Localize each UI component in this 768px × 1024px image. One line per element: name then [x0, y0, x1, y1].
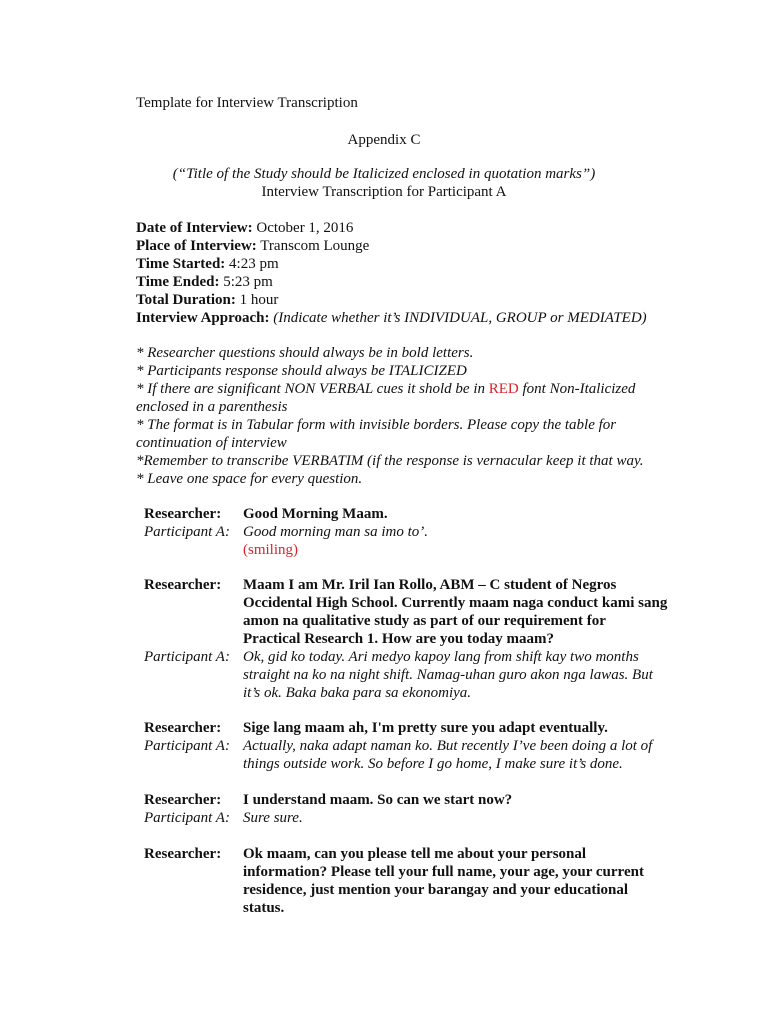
- instruction-parenthesis: enclosed in a parenthesis: [136, 399, 288, 415]
- instruction-nonverbal-cues: [136, 380, 635, 398]
- detail-label: Date of Interview:: [136, 220, 253, 236]
- detail-label: Interview Approach:: [136, 310, 270, 326]
- detail-interview-approach: [136, 309, 647, 327]
- speaker-participant: Participant A:: [144, 524, 230, 540]
- study-title-note: (“Title of the Study should be Italicized enclosed in quotation marks”): [172, 166, 596, 182]
- researcher-question: Ok maam, can you please tell me about your personal: [243, 846, 587, 862]
- speaker-researcher: Researcher:: [144, 792, 222, 808]
- researcher-question: Maam I am Mr. Iril Ian Rollo, ABM – C student of Negros: [243, 577, 617, 593]
- detail-time-started: [136, 255, 279, 273]
- speaker-participant: Participant A:: [144, 810, 230, 826]
- appendix-heading: Appendix C: [347, 132, 421, 148]
- template-title: Template for Interview Transcription: [136, 95, 358, 111]
- participant-response: Ok, gid ko today. Ari medyo kapoy lang from shift kay two months: [243, 649, 639, 665]
- detail-value: (Indicate whether it’s INDIVIDUAL, GROUP or MEDIATED): [273, 310, 647, 326]
- researcher-question: I understand maam. So can we start now?: [243, 792, 513, 808]
- participant-response: things outside work. So before I go home, I make sure it’s done.: [243, 756, 623, 772]
- instruction-bold-questions: * Researcher questions should always be in bold letters.: [136, 345, 474, 361]
- instruction-italic-responses: * Participants response should always be ITALICIZED: [136, 363, 467, 379]
- detail-label: Time Ended:: [136, 274, 220, 290]
- participant-response: straight na ko na night shift. Namag-uhan guro akon nga lawas. But: [243, 667, 653, 683]
- red-keyword: RED: [488, 381, 519, 397]
- detail-value: Transcom Lounge: [260, 238, 370, 254]
- instruction-text: font Non-Italicized: [518, 381, 636, 397]
- instruction-continuation: continuation of interview: [136, 435, 287, 451]
- participant-response: it’s ok. Baka baka para sa ekonomiya.: [243, 685, 472, 701]
- detail-value: 5:23 pm: [223, 274, 273, 290]
- researcher-question: Good Morning Maam.: [243, 506, 388, 522]
- instruction-tabular-format: * The format is in Tabular form with invisible borders. Please copy the table for: [136, 417, 617, 433]
- detail-date: [136, 219, 353, 237]
- detail-value: October 1, 2016: [256, 220, 354, 236]
- detail-label: Place of Interview:: [136, 238, 257, 254]
- detail-value: 1 hour: [239, 292, 279, 308]
- participant-response: Sure sure.: [243, 810, 303, 826]
- detail-label: Time Started:: [136, 256, 226, 272]
- researcher-question: status.: [243, 900, 285, 916]
- researcher-question: Occidental High School. Currently maam naga conduct kami sang: [243, 595, 668, 611]
- transcription-title: Interview Transcription for Participant A: [261, 184, 507, 200]
- detail-value: 4:23 pm: [229, 256, 279, 272]
- researcher-question: amon na qualitative study as part of our requirement for: [243, 613, 606, 629]
- speaker-researcher: Researcher:: [144, 577, 222, 593]
- speaker-researcher: Researcher:: [144, 720, 222, 736]
- researcher-question: residence, just mention your barangay and your educational: [243, 882, 629, 898]
- detail-total-duration: [136, 291, 278, 309]
- participant-response: Actually, naka adapt naman ko. But recently I’ve been doing a lot of: [243, 738, 653, 754]
- instruction-verbatim: *Remember to transcribe VERBATIM (if the response is vernacular keep it that way.: [136, 453, 644, 469]
- speaker-researcher: Researcher:: [144, 846, 222, 862]
- instruction-spacing: * Leave one space for every question.: [136, 471, 363, 487]
- researcher-question: Sige lang maam ah, I'm pretty sure you adapt eventually.: [243, 720, 608, 736]
- speaker-participant: Participant A:: [144, 649, 230, 665]
- speaker-participant: Participant A:: [144, 738, 230, 754]
- detail-place: [136, 237, 369, 255]
- instruction-text: * If there are significant NON VERBAL cues it shold be in: [136, 381, 489, 397]
- detail-label: Total Duration:: [136, 292, 236, 308]
- speaker-researcher: Researcher:: [144, 506, 222, 522]
- participant-response: Good morning man sa imo to’.: [243, 524, 429, 540]
- researcher-question: information? Please tell your full name, your age, your current: [243, 864, 644, 880]
- researcher-question: Practical Research 1. How are you today maam?: [243, 631, 555, 647]
- nonverbal-cue: (smiling): [243, 542, 298, 558]
- detail-time-ended: [136, 273, 273, 291]
